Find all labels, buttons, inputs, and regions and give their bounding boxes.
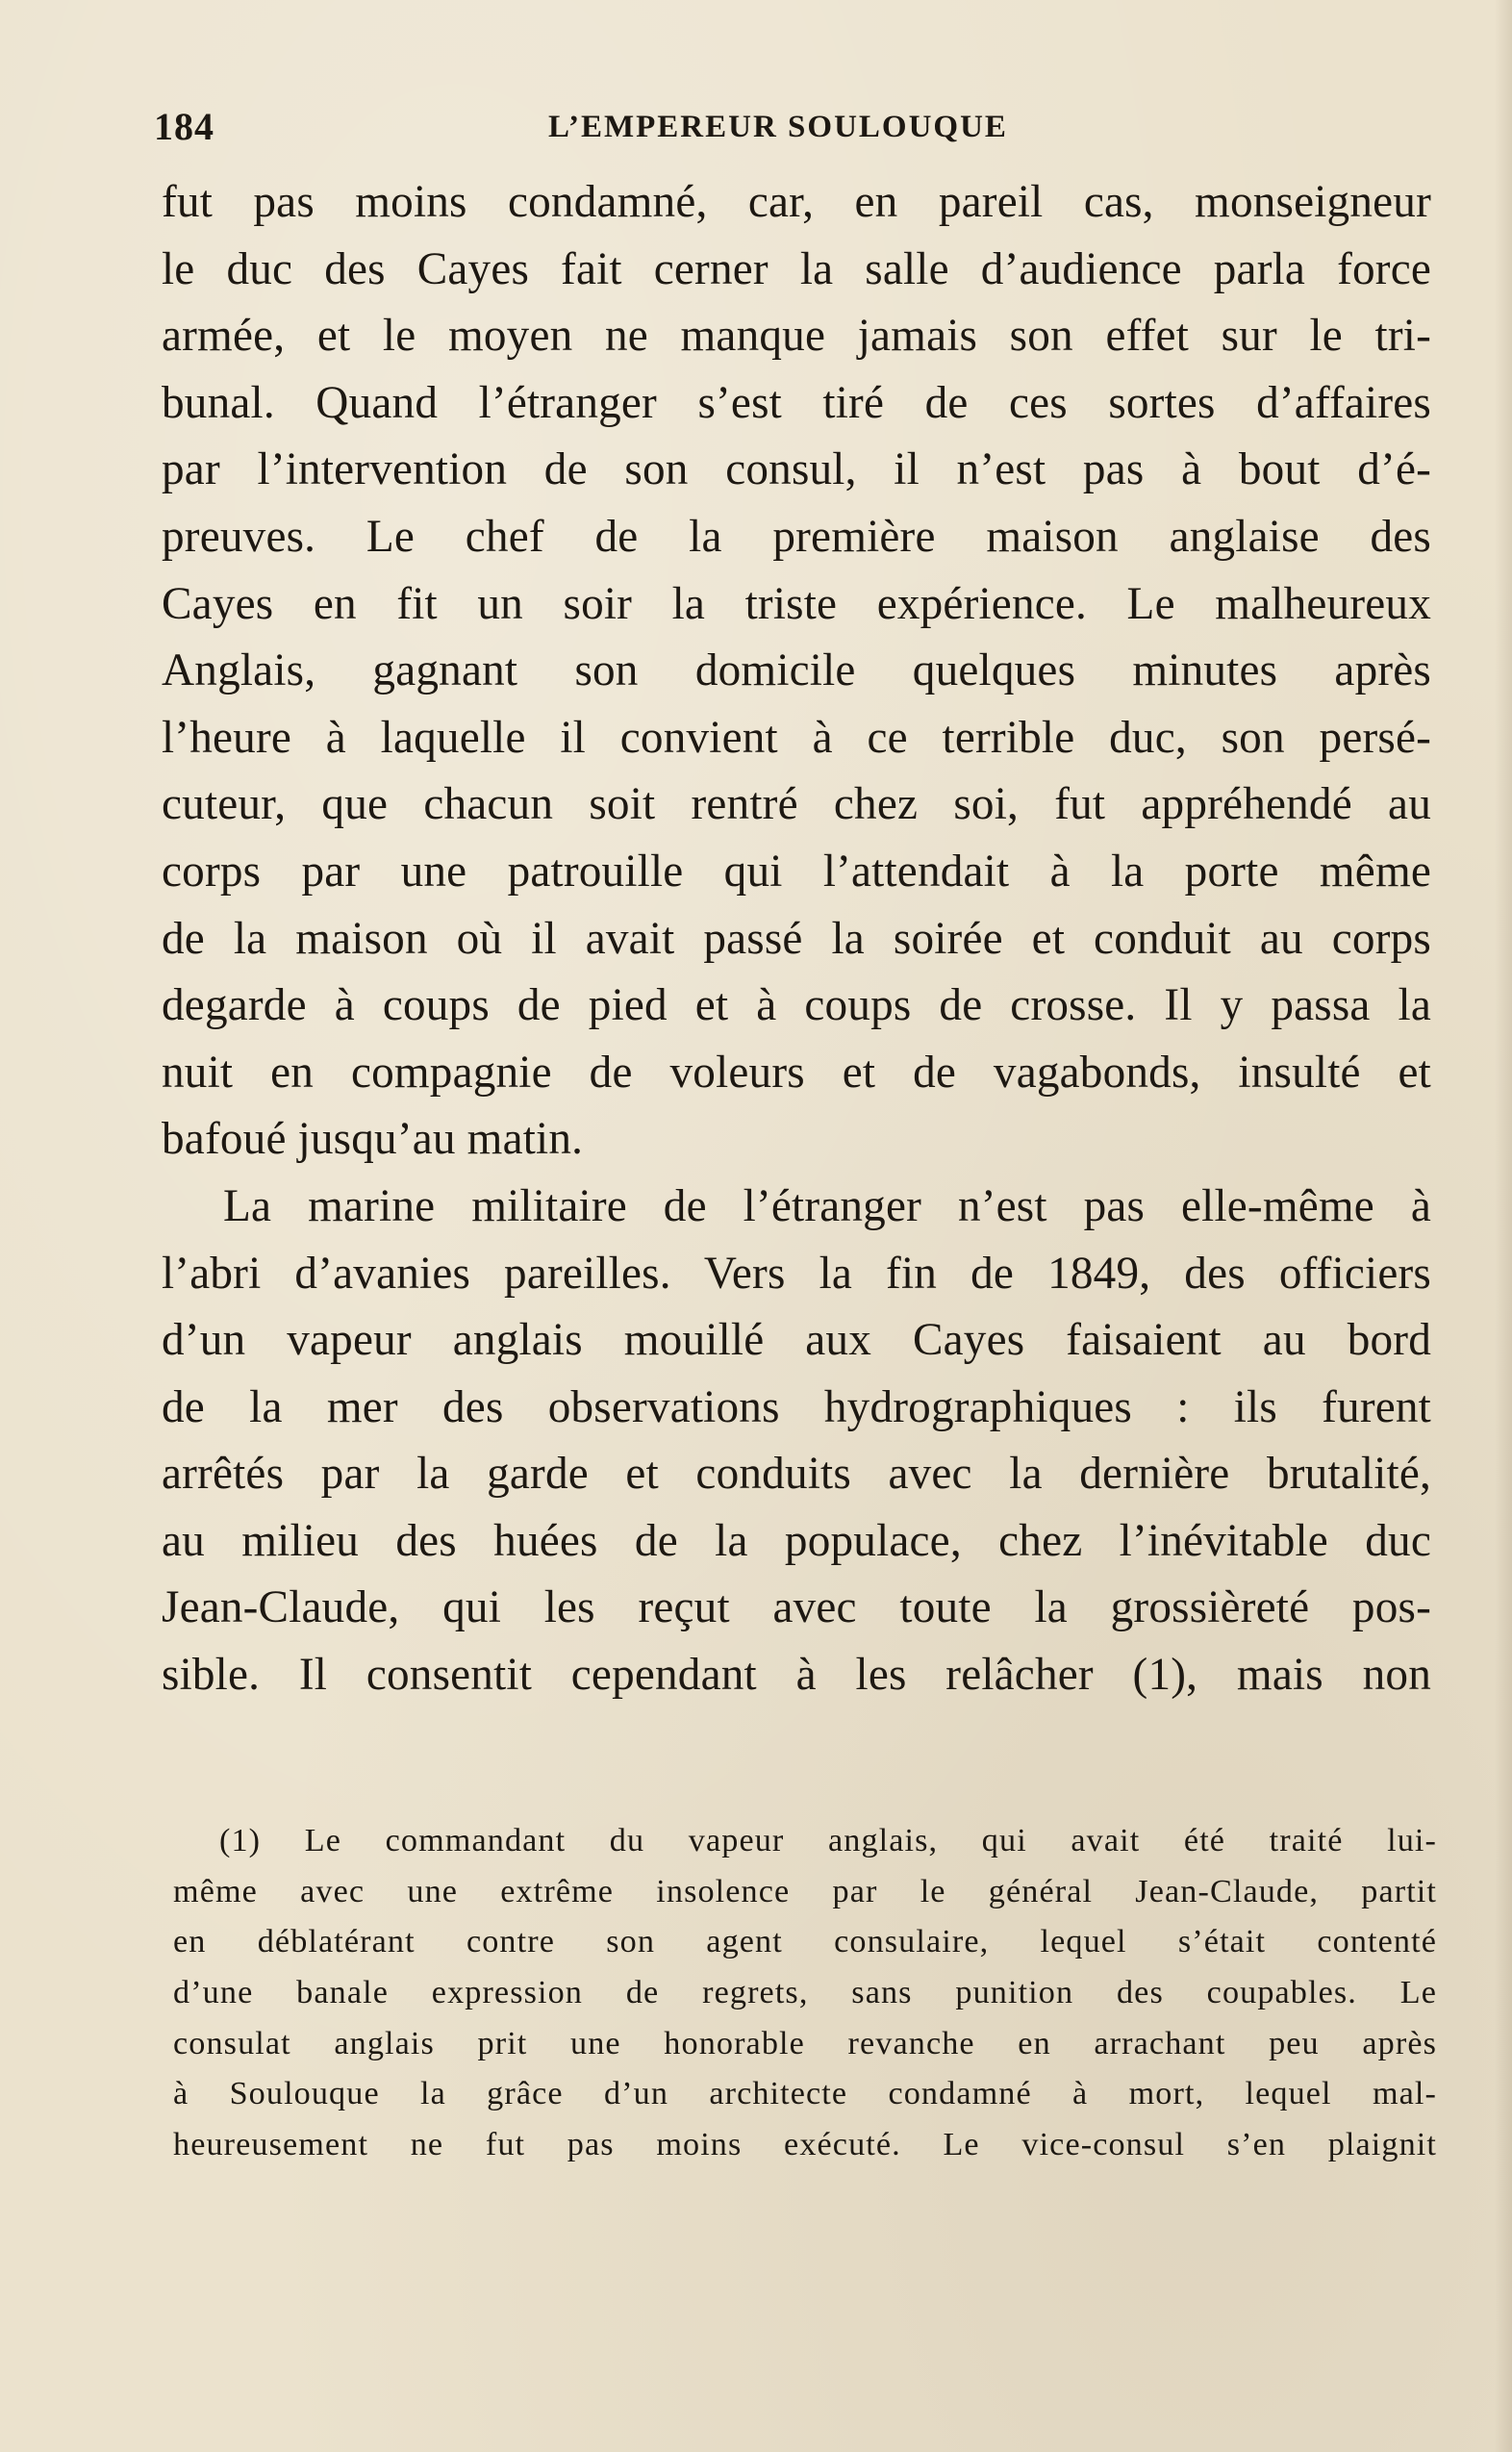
text-line: de la mer des observations hydrographiques : ils furent: [162, 1381, 1431, 1432]
text-line: preuves. Le chef de la première maison anglaise des: [162, 511, 1431, 562]
text-line: l’abri d’avanies pareilles. Vers la fin de 1849, des officiers: [162, 1248, 1431, 1299]
paragraph-end-line: bafoué jusqu’au matin.: [162, 1114, 584, 1165]
text-line: par l’intervention de son consul, il n’est pas à bout d’é-: [162, 444, 1431, 495]
text-line: bunal. Quand l’étranger s’est tiré de ces sortes d’affaires: [162, 377, 1431, 428]
text-line: cuteur, que chacun soit rentré chez soi, fut appréhendé au: [162, 779, 1431, 830]
text-line: d’un vapeur anglais mouillé aux Cayes faisaient au bord: [162, 1315, 1431, 1366]
text-line: Anglais, gagnant son domicile quelques minutes après: [162, 645, 1431, 696]
footnote-line: à Soulouque la grâce d’un architecte condamné à mort, lequel mal-: [173, 2076, 1437, 2112]
footnote-line: même avec une extrême insolence par le général Jean-Claude, partit: [173, 1873, 1437, 1909]
footnote-line: en déblatérant contre son agent consulaire, lequel s’était contenté: [173, 1924, 1437, 1960]
text-line: Jean-Claude, qui les reçut avec toute la grossièreté pos-: [162, 1582, 1431, 1633]
text-line: fut pas moins condamné, car, en pareil cas, monseigneur: [162, 177, 1431, 227]
text-line: arrêtés par la garde et conduits avec la dernière brutalité,: [162, 1449, 1431, 1500]
text-line: armée, et le moyen ne manque jamais son effet sur le tri-: [162, 311, 1431, 362]
text-line: degarde à coups de pied et à coups de crosse. Il y passa la: [162, 980, 1431, 1031]
text-line: de la maison où il avait passé la soirée et conduit au corps: [162, 913, 1431, 964]
main-text: [162, 169, 1431, 1709]
text-line: Cayes en fit un soir la triste expérience. Le malheureux: [162, 578, 1431, 629]
text-line: au milieu des huées de la populace, chez l’inévitable duc: [162, 1515, 1431, 1566]
text-line: nuit en compagnie de voleurs et de vagabonds, insulté et: [162, 1047, 1431, 1098]
text-line: le duc des Cayes fait cerner la salle d’audience parla force: [162, 243, 1431, 294]
text-line: corps par une patrouille qui l’attendait à la porte même: [162, 846, 1431, 897]
text-line: l’heure à laquelle il convient à ce terrible duc, son persé-: [162, 712, 1431, 763]
footnote-line: (1) Le commandant du vapeur anglais, qui avait été traité lui-: [219, 1823, 1437, 1858]
page-edge-shadow: [1495, 0, 1512, 2452]
footnote-line: d’une banale expression de regrets, sans punition des coupables. Le: [173, 1975, 1437, 2011]
footnote-line: consulat anglais prit une honorable revanche en arrachant peu après: [173, 2025, 1437, 2061]
running-head: [154, 104, 1443, 162]
text-line: sible. Il consentit cependant à les relâcher (1), mais non: [162, 1650, 1431, 1701]
footnote-line: heureusement ne fut pas moins exécuté. Le vice-consul s’en plaignit: [173, 2127, 1437, 2163]
footnote: [173, 1816, 1437, 2171]
paragraph-start-line: La marine militaire de l’étranger n’est pas elle-même à: [223, 1180, 1431, 1231]
page-number: 184: [154, 105, 214, 148]
running-title: L’EMPEREUR SOULOUQUE: [548, 110, 1008, 144]
